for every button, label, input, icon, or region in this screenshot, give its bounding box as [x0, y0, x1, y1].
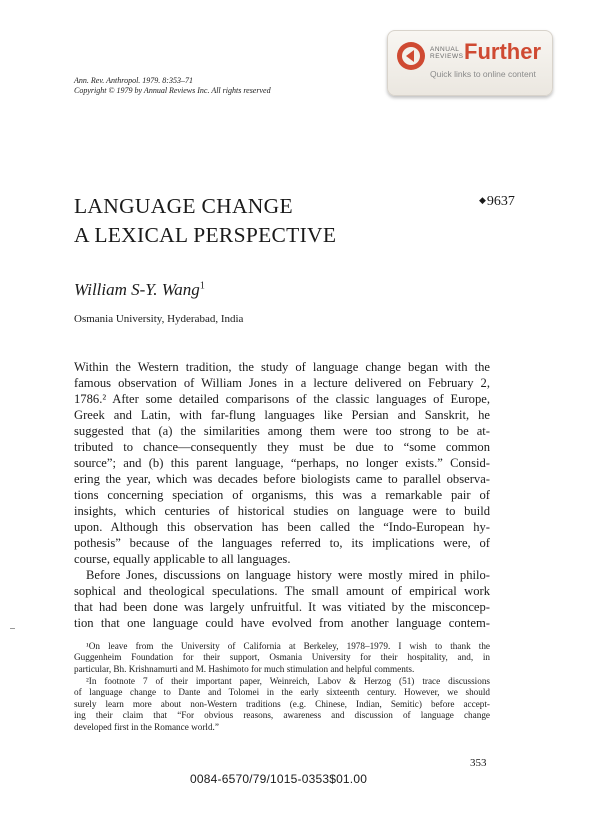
footnote-line: developed first in the Romance world.”: [74, 721, 219, 732]
body-line: upon. Although this observation has been called the “Indo-European hy-: [74, 520, 490, 534]
body-line: insights, which centuries of historical studies on language were to build: [74, 504, 490, 518]
further-logo-icon: [396, 41, 426, 71]
body-line: sophical and theological speculations. The small amount of empirical work: [74, 584, 490, 598]
badge-reviews-text: REVIEWS: [430, 53, 464, 60]
body-line: tributed to chance—consequently they must be due to “some common: [74, 440, 490, 454]
page-number: 353: [470, 757, 487, 769]
body-line: famous observation of William Jones in a lecture delivered on February 2,: [74, 376, 490, 390]
author-footnote-marker[interactable]: 1: [199, 280, 205, 292]
article-code: [479, 194, 515, 210]
diamond-icon: ◆: [479, 195, 486, 205]
body-line: tions concerning speciation of organisms, this was a remarkable pair of: [74, 488, 490, 502]
author-affiliation: Osmania University, Hyderabad, India: [74, 313, 244, 325]
footnote-line: ²In footnote 7 of their important paper, Weinreich, Labov & Herzog (51) trace discussions: [86, 676, 490, 686]
badge-further-text: Further: [464, 39, 541, 64]
article-title-line1: LANGUAGE CHANGE: [74, 194, 293, 218]
footnote-line: ¹On leave from the University of California at Berkeley, 1978–1979. I wish to thank the: [86, 641, 490, 651]
footnote-2: [74, 676, 490, 733]
body-paragraph-1: [74, 359, 490, 567]
copyright-line: Copyright © 1979 by Annual Reviews Inc. All rights reserved: [74, 86, 271, 95]
body-paragraph-2: [74, 567, 490, 631]
citation-line: Ann. Rev. Anthropol. 1979. 8:353–71: [74, 76, 193, 85]
body-line: tion that one language could have evolved from another language contem-: [74, 616, 490, 630]
body-line: that had been done was largely unfruitful. It was vitiated by the misconcep-: [74, 600, 490, 614]
body-line: 1786.² After some detailed comparisons of the classic languages of Europe,: [74, 392, 490, 406]
footnote-1: [74, 641, 490, 675]
footnote-line: of language change to Dante and Tolomei in the early sixteenth century. However, we should: [74, 687, 490, 698]
body-line: Before Jones, discussions on language history were mostly mired in philo-: [86, 568, 490, 582]
article-identifier-code: 0084-6570/79/1015-0353$01.00: [190, 772, 368, 786]
article-title-line2: A LEXICAL PERSPECTIVE: [74, 223, 337, 247]
body-line: course, equally applicable to all languages.: [74, 552, 291, 566]
footnote-line: Guggenheim Foundation for their support, Osmania University for their hospitality, and, in: [74, 652, 490, 663]
article-code-number: 9637: [486, 194, 515, 209]
margin-mark: [10, 628, 15, 629]
body-line: pothesis” because of the languages referred to, its implications were, of: [74, 536, 490, 550]
further-badge[interactable]: [387, 30, 553, 96]
body-line: source”; and (b) this parent language, “perhaps, no longer exists.” Consid-: [74, 456, 490, 470]
footnote-line: particular, Bh. Krishnamurti and M. Hashimoto for much stimulation and helpful comments.: [74, 663, 415, 674]
footnote-line: ing their claim that “For obvious reasons, awareness and discussion of language change: [74, 710, 490, 721]
footnote-line: surely learn more about non-Western traditions (e.g. Chinese, Indian, Semitic) before accept-: [74, 698, 490, 709]
body-line: Greek and Latin, with far-flung languages like Persian and Sanskrit, he: [74, 408, 490, 422]
body-line: Within the Western tradition, the study of language change began with the: [74, 360, 490, 374]
body-line: suggested that (a) the similarities among them were too strong to be at-: [74, 424, 490, 438]
badge-subtitle[interactable]: Quick links to online content: [430, 69, 536, 79]
author-name: [74, 280, 205, 300]
author-name-text: William S-Y. Wang: [74, 280, 200, 299]
badge-annual-text: ANNUAL: [430, 46, 460, 53]
body-line: ering the year, which was decades before biologists came to parallel observa-: [74, 472, 490, 486]
